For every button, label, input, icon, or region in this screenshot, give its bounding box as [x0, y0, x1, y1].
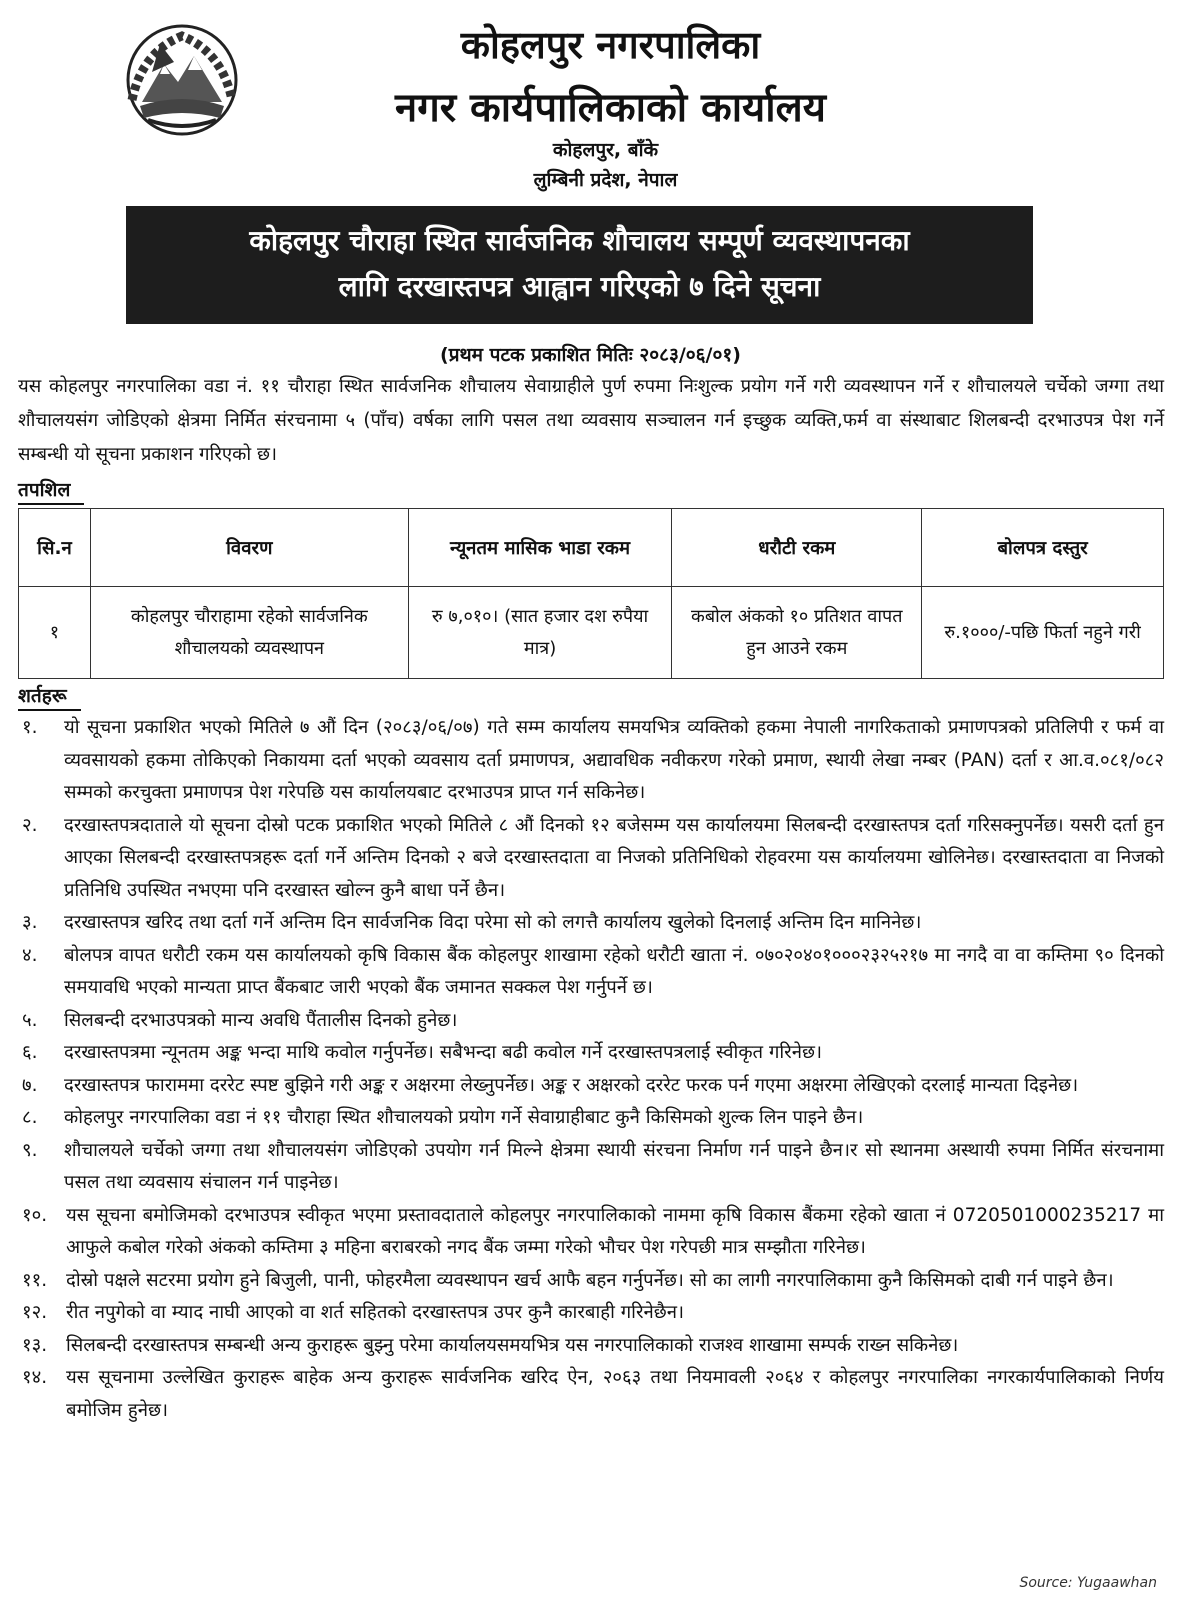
banner-line-2: लागि दरखास्तपत्र आह्वान गरिएको ७ दिने सूचना: [338, 270, 821, 303]
condition-text: यस सूचना बमोजिमको दरभाउपत्र स्वीकृत भएमा प्रस्तावदाताले कोहलपुर नगरपालिकाको नाममा कृषि विकास बैंकमा रहेको खाता नं 0720501000235217 मा आफुले कबोल गरेको अंकको कम्तिमा ३ महिना बराबरको नगद बैंक जम्मा गरेको भौचर पेश गरेपछी मात्र सम्झौता गरिनेछ।: [66, 1204, 1164, 1258]
cell-deposit: कबोल अंकको १० प्रतिशत वापत हुन आउने रकम: [672, 587, 922, 679]
condition-text: यस सूचनामा उल्लेखित कुराहरू बाहेक अन्य कुराहरू सार्वजनिक खरिद ऐन, २०६३ तथा नियमावली २०६४ र कोहलपुर नगरपालिका नगरकार्यपालिकाको निर्णय बमोजिम हुनेछ।: [66, 1367, 1164, 1421]
condition-item: [18, 1102, 1164, 1135]
banner-line-1: कोहलपुर चौराहा स्थित सार्वजनिक शौचालय सम्पूर्ण व्यवस्थापनका: [249, 224, 910, 257]
condition-number: १.: [22, 717, 38, 738]
conditions-heading: शर्तहरू: [18, 683, 81, 711]
condition-number: ९.: [22, 1139, 38, 1161]
condition-number: ८.: [22, 1107, 38, 1128]
condition-text: दरखास्तपत्र खरिद तथा दर्ता गर्ने अन्तिम दिन सार्वजनिक विदा परेमा सो को लगत्तै कार्यालय खुलेको दिनलाई अन्तिम दिन मानिनेछ।: [64, 912, 922, 933]
published-date: (प्रथम पटक प्रकाशित मितिः २०८३/०६/०१): [440, 344, 741, 366]
condition-item: [18, 1135, 1164, 1200]
condition-text: यो सूचना प्रकाशित भएको मितिले ७ औं दिन (२०८३/०६/०७) गते सम्म कार्यालय समयभित्र व्यक्तिको हकमा नेपाली नागरिकताको प्रमाणपत्रको प्रतिलिपी र फर्म वा व्यवसायको हकमा तोकिएको निकायमा दर्ता भएको व्यवसाय दर्ता प्रमाणपत्र, अद्यावधिक नवीकरण गरेको प्रमाण, स्थायी लेखा नम्बर (PAN) दर्ता र आ.व.०८१/०८२ सम्मको करचुक्ता प्रमाणपत्र पेश गरेपछि यस कार्यालयबाट दरभाउपत्र प्राप्त गर्न सकिनेछ।: [64, 717, 1164, 803]
condition-item: [18, 1265, 1164, 1298]
header-description: विवरण: [90, 509, 408, 587]
header-bid-fee: बोलपत्र दस्तुर: [922, 509, 1164, 587]
condition-item: [18, 1297, 1164, 1330]
condition-number: ६.: [22, 1042, 38, 1063]
condition-item: [18, 1362, 1164, 1427]
condition-item: [18, 940, 1164, 1005]
details-table: [18, 508, 1164, 679]
cell-sn: १: [19, 587, 91, 679]
address-line-1: कोहलपुर, बाँके: [552, 139, 659, 161]
condition-item: [18, 1070, 1164, 1103]
conditions-list: [18, 712, 1164, 1427]
condition-number: १३.: [22, 1334, 48, 1356]
condition-text: रीत नपुगेको वा म्याद नाघी आएको वा शर्त सहितको दरखास्तपत्र उपर कुनै कारबाही गरिनेछैन।: [66, 1302, 685, 1323]
address-line-2: लुम्बिनी प्रदेश, नेपाल: [533, 169, 678, 191]
condition-number: १२.: [22, 1302, 48, 1323]
tapashil-heading: तपशिल: [18, 477, 84, 505]
intro-paragraph: यस कोहलपुर नगरपालिका वडा नं. ११ चौराहा स्थित सार्वजनिक शौचालय सेवाग्राहीले पुर्ण रुपमा निःशुल्क प्रयोग गर्ने गरी व्यवस्थापन गर्ने र शौचालयले चर्चेको जग्गा तथा शौचालयसंग जोडिएको क्षेत्रमा निर्मित संरचनामा ५ (पाँच) वर्षका लागि पसल तथा व्यवसाय सञ्चालन गर्न इच्छुक व्यक्ति,फर्म वा संस्थाबाट शिलबन्दी दरभाउपत्र पेश गर्ने सम्बन्धी यो सूचना प्रकाशन गरिएको छ।: [18, 376, 1164, 465]
condition-number: ५.: [22, 1009, 38, 1031]
condition-number: ३.: [22, 912, 38, 933]
condition-text: सिलबन्दी दरखास्तपत्र सम्बन्धी अन्य कुराहरू बुझ्नु परेमा कार्यालयसमयभित्र यस नगरपालिकाको राजश्व शाखामा सम्पर्क राख्न सकिनेछ।: [66, 1334, 959, 1356]
cell-rent: रु ७,०१०। (सात हजार दश रुपैया मात्र): [408, 587, 672, 679]
condition-item: [18, 712, 1164, 810]
condition-number: २.: [22, 814, 38, 836]
municipality-title: कोहलपुर नगरपालिका: [460, 23, 761, 67]
condition-item: [18, 1200, 1164, 1265]
condition-item: [18, 1005, 1164, 1038]
condition-number: ४.: [22, 944, 38, 966]
header-deposit: धरौटी रकम: [672, 509, 922, 587]
condition-number: १४.: [22, 1367, 48, 1388]
condition-text: दरखास्तपत्र फाराममा दररेट स्पष्ट बुझिने गरी अङ्क र अक्षरमा लेख्नुपर्नेछ। अङ्क र अक्षरको दररेट फरक पर्न गएमा अक्षरमा लेखिएको दरलाई मान्यता दिइनेछ।: [64, 1074, 1079, 1096]
condition-number: १०.: [22, 1204, 48, 1226]
condition-text: दरखास्तपत्रदाताले यो सूचना दोस्रो पटक प्रकाशित भएको मितिले ८ औं दिनको १२ बजेसम्म यस कार्यालयमा सिलबन्दी दरखास्तपत्र दर्ता गरिसक्नुपर्नेछ। यसरी दर्ता हुन आएका सिलबन्दी दरखास्तपत्रहरू दर्ता गर्ने अन्तिम दिनको २ बजे दरखास्तदाता वा निजको प्रतिनिधिको रोहवरमा यस कार्यालयमा खोलिनेछ। दरखास्तदाता वा निजको प्रतिनिधि उपस्थित नभएमा पनि दरखास्त खोल्न कुनै बाधा पर्ने छैन।: [64, 814, 1164, 901]
table-row: [19, 587, 1164, 679]
condition-item: [18, 907, 1164, 940]
condition-number: ७.: [22, 1074, 38, 1096]
cell-fee: रु.१०००/-पछि फिर्ता नहुने गरी: [922, 587, 1164, 679]
header-monthly-rent: न्यूनतम मासिक भाडा रकम: [408, 509, 672, 587]
condition-text: दरखास्तपत्रमा न्यूनतम अङ्क भन्दा माथि कवोल गर्नुपर्नेछ। सबैभन्दा बढी कवोल गर्ने दरखास्तपत्रलाई स्वीकृत गरिनेछ।: [64, 1042, 822, 1063]
condition-item: [18, 1330, 1164, 1363]
condition-number: ११.: [22, 1269, 48, 1291]
condition-text: शौचालयले चर्चेको जग्गा तथा शौचालयसंग जोडिएको उपयोग गर्न मिल्ने क्षेत्रमा स्थायी संरचना निर्माण गर्न पाइने छैन।र सो स्थानमा अस्थायी रुपमा निर्मित संरचनामा पसल तथा व्यवसाय संचालन गर्न पाइनेछ।: [64, 1139, 1164, 1193]
condition-text: कोहलपुर नगरपालिका वडा नं ११ चौराहा स्थित शौचालयको प्रयोग गर्ने सेवाग्राहीबाट कुनै किसिमको शुल्क लिन पाइने छैन।: [64, 1107, 864, 1128]
condition-item: [18, 810, 1164, 908]
condition-text: सिलबन्दी दरभाउपत्रको मान्य अवधि पैंतालीस दिनको हुनेछ।: [64, 1009, 458, 1031]
cell-description: कोहलपुर चौराहामा रहेको सार्वजनिक शौचालयको व्यवस्थापन: [90, 587, 408, 679]
condition-text: दोस्रो पक्षले सटरमा प्रयोग हुने बिजुली, पानी, फोहरमैला व्यवस्थापन खर्च आफै बहन गर्नुपर्नेछ। सो का लागी नगरपालिकामा कुनै किसिमको दाबी गर्न पाइने छैन।: [66, 1269, 1114, 1291]
notice-banner: [126, 206, 1033, 324]
table-header-row: [19, 509, 1164, 587]
condition-text: बोलपत्र वापत धरौटी रकम यस कार्यालयको कृषि विकास बैंक कोहलपुर शाखामा रहेको धरौटी खाता नं. ०७०२०४०१०००२३२५२१७ मा नगदै वा वा कम्तिमा ९० दिनको समयावधि भएको मान्यता प्राप्त बैंकबाट जारी भएको बैंक जमानत सक्कल पेश गर्नुपर्ने छ।: [64, 944, 1164, 998]
source-credit: Source: Yugaawhan: [1019, 1575, 1157, 1591]
condition-item: [18, 1037, 1164, 1070]
office-title: नगर कार्यपालिकाको कार्यालय: [395, 85, 826, 131]
header-sn: सि.न: [19, 509, 91, 587]
